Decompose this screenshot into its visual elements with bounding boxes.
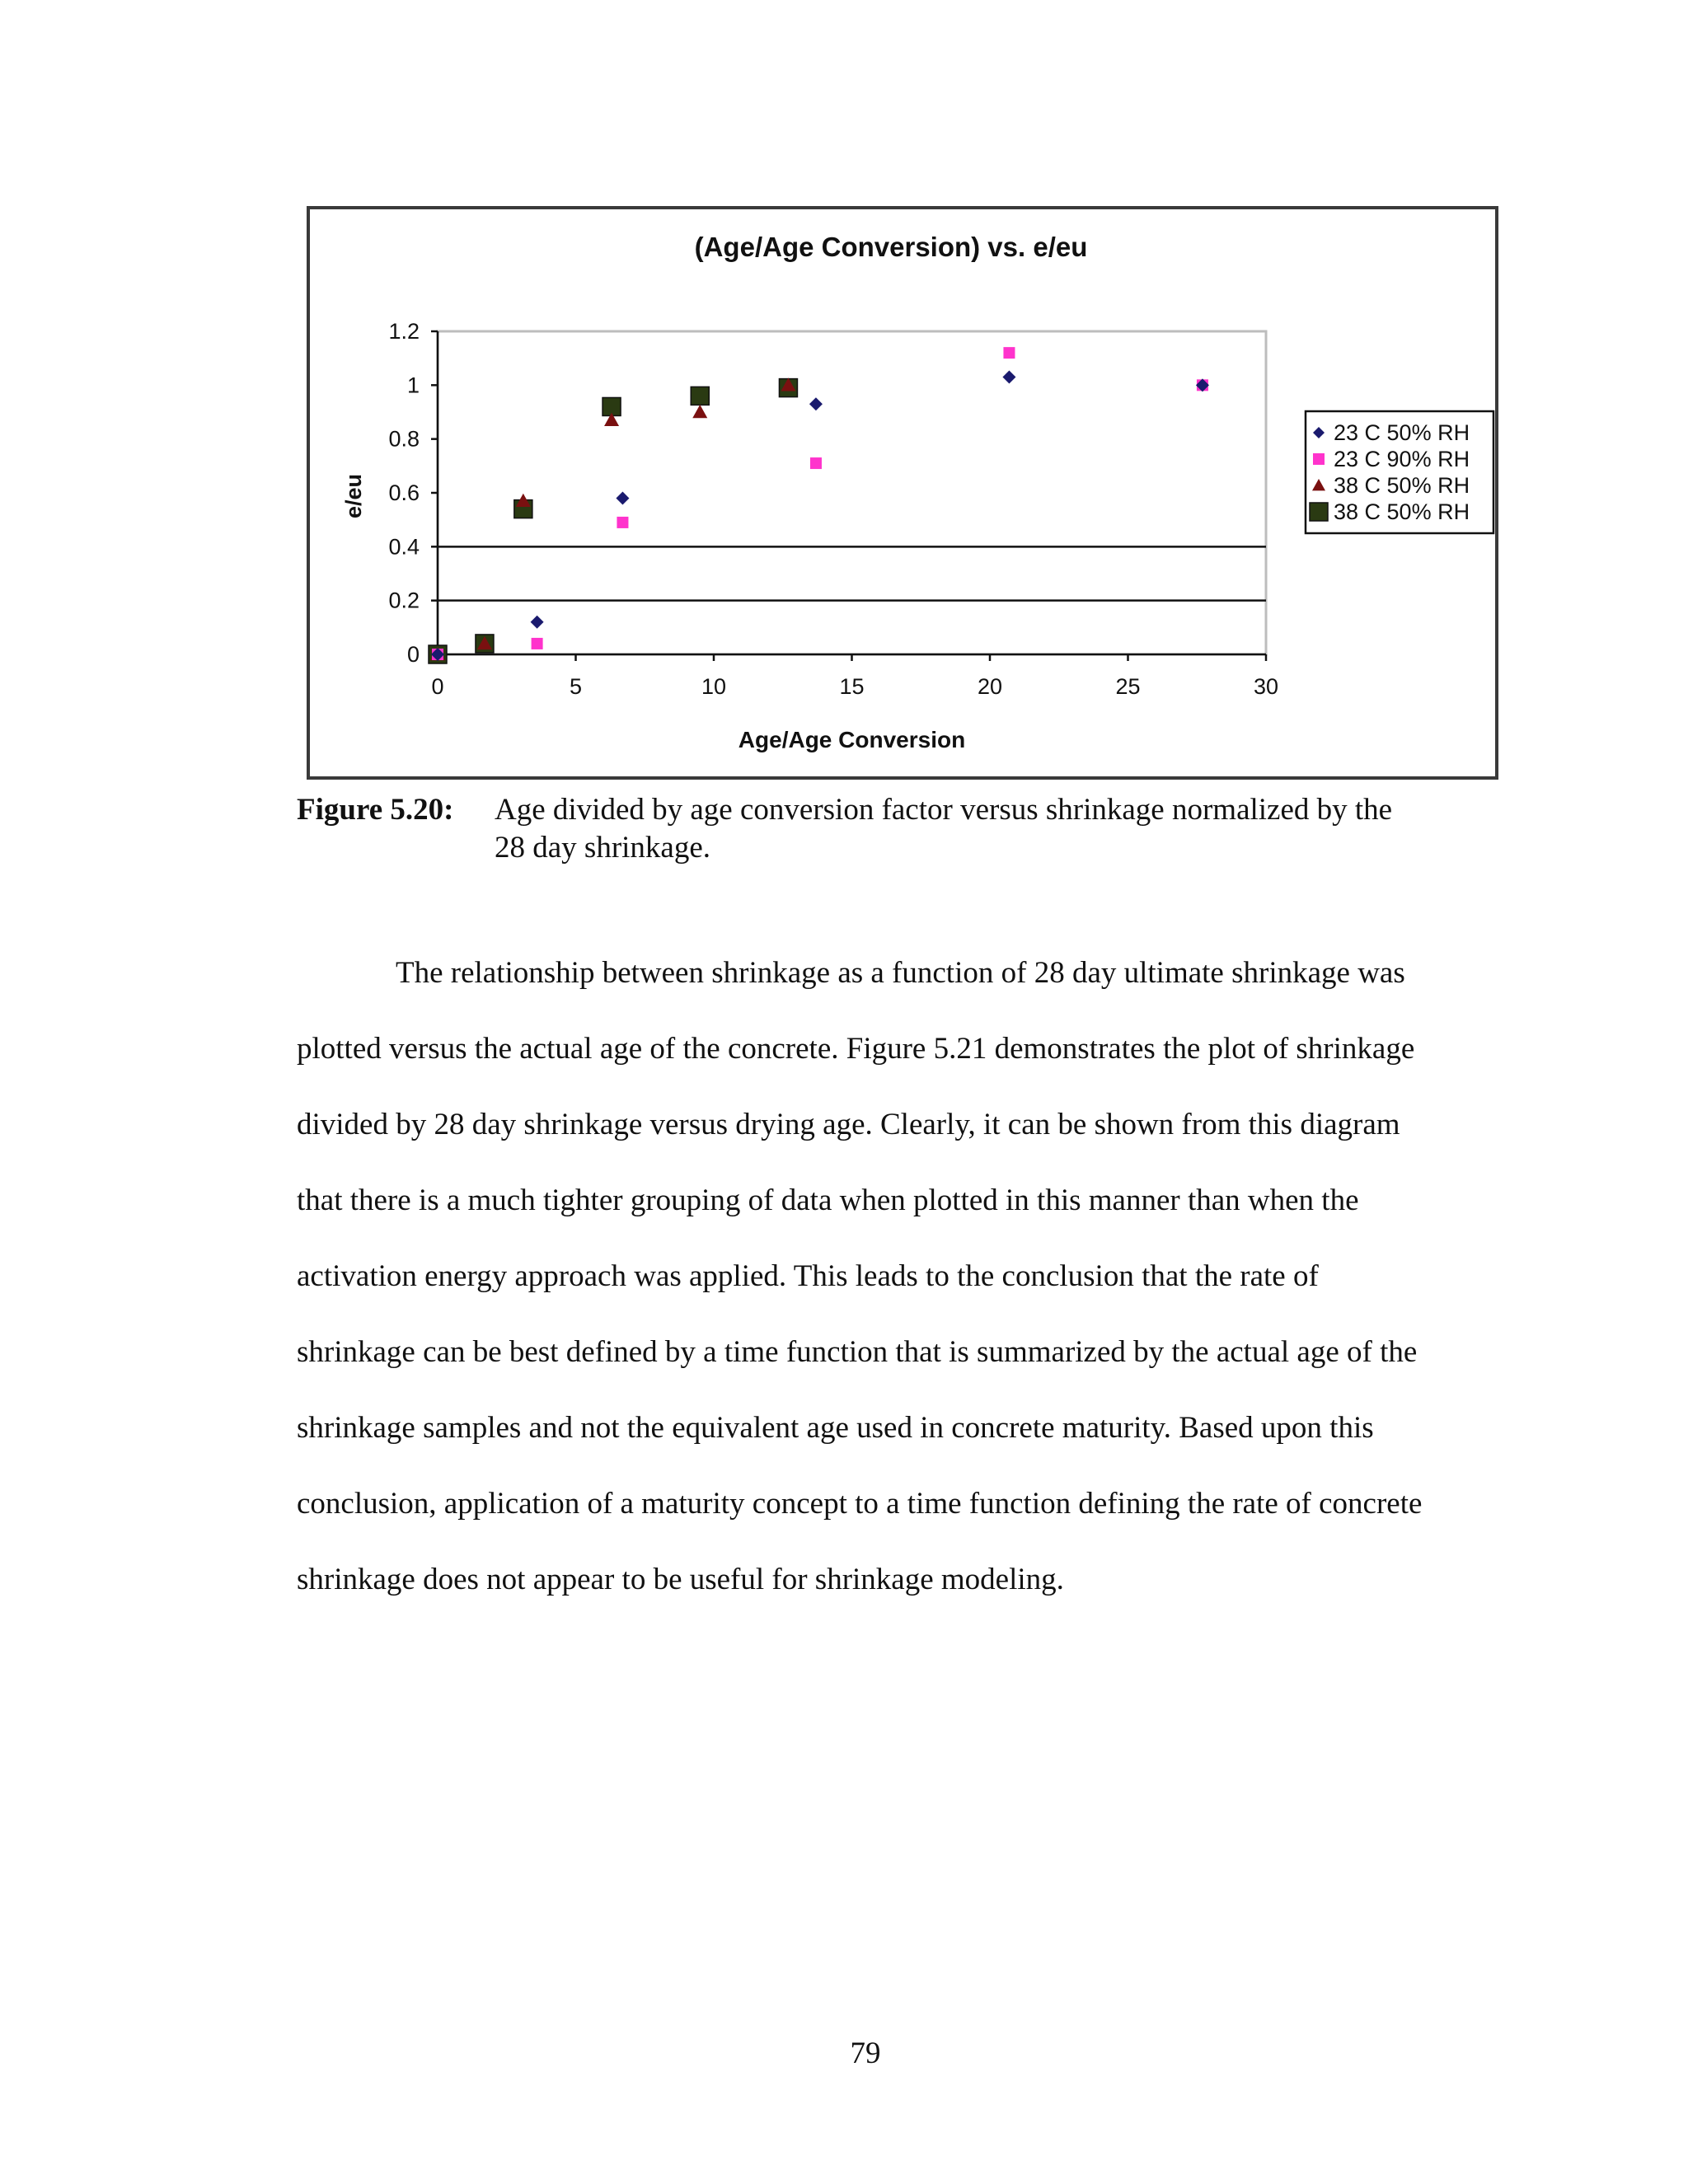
data-point bbox=[1003, 347, 1015, 359]
scatter-chart bbox=[310, 209, 1502, 783]
data-point bbox=[810, 457, 822, 469]
y-axis-label: e/eu bbox=[341, 473, 366, 519]
data-point bbox=[1002, 371, 1015, 384]
y-tick-label: 0.6 bbox=[388, 480, 420, 505]
plot-layer bbox=[388, 319, 1278, 699]
data-point bbox=[617, 517, 628, 528]
y-tick-label: 0.2 bbox=[388, 588, 420, 613]
y-tick-label: 1.2 bbox=[388, 319, 420, 344]
chart-frame bbox=[307, 206, 1498, 780]
y-tick-label: 1 bbox=[406, 373, 420, 398]
data-point bbox=[531, 616, 544, 629]
page-number: 79 bbox=[850, 2036, 881, 2070]
legend-entry: 23 C 90% RH bbox=[1334, 447, 1470, 471]
legend-entry: 38 C 50% RH bbox=[1334, 499, 1470, 524]
chart-title: (Age/Age Conversion) vs. e/eu bbox=[694, 232, 1088, 262]
x-axis-label: Age/Age Conversion bbox=[738, 727, 966, 752]
legend-marker bbox=[1313, 453, 1325, 465]
y-tick-label: 0.4 bbox=[388, 534, 420, 560]
legend-entry: 38 C 50% RH bbox=[1334, 473, 1470, 498]
data-point bbox=[616, 492, 629, 505]
legend-entry: 23 C 50% RH bbox=[1334, 420, 1470, 445]
caption-label: Figure 5.20: bbox=[297, 793, 454, 827]
body-text bbox=[297, 935, 1426, 1618]
legend bbox=[1306, 411, 1493, 533]
body-paragraph: The relationship between shrinkage as a function of 28 day ultimate shrinkage was plotted versus the actual age of the concrete. Figure 5.21 demonstrates the plot of shrinkage divided by 28 day shrinkage versus drying age. Clearly, it can be shown from this diagram that there is a much tighter grouping of data when plotted in this manner than when the activation energy approach was applied. This leads to the conclusion that the rate of shrinkage can be best defined by a time function that is summarized by the actual age of the shrinkage samples and not the equivalent age used in concrete maturity. Based upon this conclusion, application of a maturity concept to a time function defining the rate of concrete shrinkage does not appear to be useful for shrinkage modeling. bbox=[297, 956, 1423, 1596]
x-tick-label: 30 bbox=[1253, 674, 1279, 699]
x-tick-label: 25 bbox=[1115, 674, 1141, 699]
x-tick-label: 0 bbox=[431, 674, 444, 699]
x-tick-label: 5 bbox=[569, 674, 583, 699]
caption-text: Age divided by age conversion factor versus shrinkage normalized by the 28 day shrinkage. bbox=[495, 793, 1393, 865]
x-tick-label: 10 bbox=[701, 674, 727, 699]
data-point bbox=[691, 387, 709, 405]
x-tick-label: 20 bbox=[977, 674, 1003, 699]
legend-marker bbox=[1310, 503, 1328, 521]
data-point bbox=[809, 397, 823, 410]
y-tick-label: 0.8 bbox=[388, 426, 420, 452]
y-tick-label: 0 bbox=[406, 642, 420, 667]
data-point bbox=[692, 405, 707, 418]
x-tick-label: 15 bbox=[839, 674, 865, 699]
data-point bbox=[532, 638, 543, 649]
plot-area-border bbox=[438, 331, 1266, 654]
